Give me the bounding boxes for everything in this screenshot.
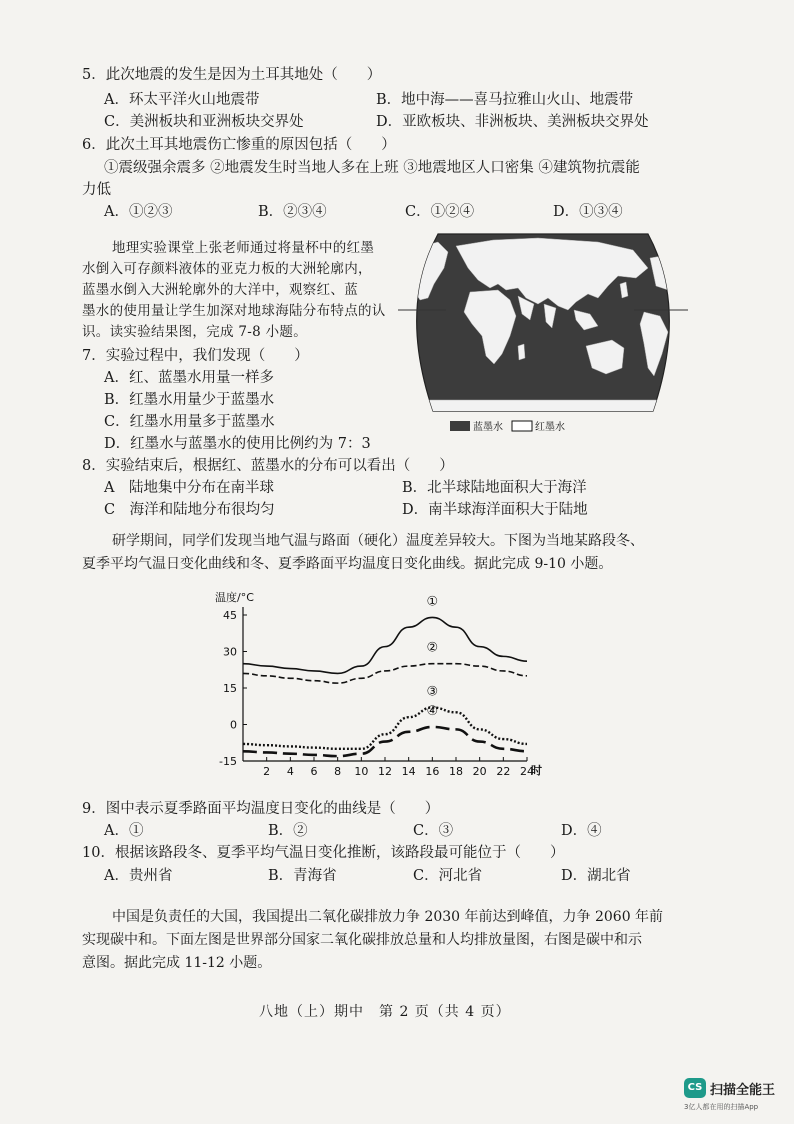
passage-9-10-line2: 夏季平均气温日变化曲线和冬、夏季路面平均温度日变化曲线。据此完成 9-10 小题。 [82, 556, 613, 572]
x-tick-label: 4 [286, 765, 294, 778]
q6-option-b: B．②③④ [258, 204, 327, 220]
q9-option-b: B．② [268, 823, 308, 839]
series-label-4: ④ [426, 703, 439, 719]
q6-option-a: A．①②③ [104, 204, 173, 220]
passage-11-12-line1: 中国是负责任的大国，我国提出二氧化碳排放力争 2030 年前达到峰值，力争 2060 年前 [112, 909, 664, 925]
camscanner-name: 扫描全能王 [710, 1083, 776, 1098]
land-madagascar [518, 344, 525, 360]
y-tick-label: 0 [230, 718, 237, 732]
q5-option-d: D．亚欧板块、非洲板块、美洲板块交界处 [376, 114, 649, 130]
q5-option-b: B．地中海——喜马拉雅山火山、地震带 [376, 92, 634, 108]
passage-11-12-line3: 意图。据此完成 11-12 小题。 [82, 955, 272, 971]
x-tick-label: 12 [378, 765, 392, 778]
q8-option-a: A 陆地集中分布在南半球 [104, 480, 274, 496]
series-label-1: ① [426, 594, 439, 610]
series-line-4 [243, 727, 527, 756]
q7-option-b: B．红墨水用量少于蓝墨水 [104, 392, 275, 408]
series-line-1 [243, 617, 527, 673]
q5-option-a: A．环太平洋火山地震带 [104, 92, 260, 108]
camscanner-logo-icon: CS [684, 1078, 706, 1098]
y-tick-label: -15 [219, 755, 237, 768]
passage-7-8-line3: 蓝墨水倒入大洲轮廓外的大洋中，观察红、蓝 [82, 282, 358, 298]
chart-ylabel: 温度/°C [215, 591, 254, 604]
x-tick-label: 6 [310, 765, 318, 778]
q8-stem: 8．实验结束后，根据红、蓝墨水的分布可以看出（ ） [82, 458, 454, 474]
q8-option-b: B．北半球陆地面积大于海洋 [402, 480, 587, 496]
q8-option-c: C 海洋和陆地分布很均匀 [104, 502, 275, 518]
series-line-2 [243, 664, 527, 683]
q10-option-b: B．青海省 [268, 868, 337, 884]
x-tick-label: 20 [472, 765, 487, 778]
passage-11-12-line2: 实现碳中和。下面左图是世界部分国家二氧化碳排放总量和人均排放量图，右图是碳中和示 [82, 932, 642, 948]
q5-stem: 5．此次地震的发生是因为土耳其地处（ ） [82, 67, 382, 83]
q7-option-c: C．红墨水用量多于蓝墨水 [104, 414, 275, 430]
q9-option-c: C．③ [413, 823, 454, 839]
q6-option-d: D．①③④ [553, 204, 623, 220]
q10-option-c: C．河北省 [413, 868, 483, 884]
passage-7-8-line1: 地理实验课堂上张老师通过将量杯中的红墨 [112, 240, 375, 256]
q9-option-d: D．④ [561, 823, 602, 839]
y-tick-label: 30 [223, 645, 237, 659]
series-label-2: ② [426, 640, 439, 656]
q7-option-d: D．红墨水与蓝墨水的使用比例约为 7：3 [104, 436, 371, 452]
x-tick-label: 2 [263, 765, 271, 778]
camscanner-tagline: 3亿人都在用的扫描App [684, 1103, 759, 1111]
q6-stem: 6．此次土耳其地震伤亡惨重的原因包括（ ） [82, 137, 396, 153]
passage-7-8-line2: 水倒入可存颜料液体的亚克力板的大洲轮廓内， [82, 261, 372, 277]
passage-7-8-line5: 识。读实验结果图，完成 7-8 小题。 [82, 324, 308, 340]
x-tick-label: 22 [496, 765, 511, 778]
passage-7-8-line4: 墨水的使用量让学生加深对地球海陆分布特点的认 [82, 303, 386, 319]
x-tick-label: 16 [425, 765, 440, 778]
x-tick-label: 14 [401, 765, 416, 778]
q6-line2: 力低 [82, 182, 111, 198]
page-footer: 八地（上）期中 第 2 页（共 4 页） [259, 1004, 511, 1020]
y-tick-label: 45 [223, 609, 237, 622]
legend-blue-swatch [450, 421, 470, 431]
q10-option-a: A．贵州省 [104, 868, 173, 884]
q10-stem: 10．根据该路段冬、夏季平均气温日变化推断，该路段最可能位于（ ） [82, 845, 565, 861]
legend-blue-label: 蓝墨水 [473, 422, 503, 433]
q7-option-a: A．红、蓝墨水用量一样多 [104, 370, 274, 386]
chart-xunit: 时 [531, 764, 542, 777]
temperature-chart-svg [205, 587, 550, 782]
x-tick-label: 18 [449, 765, 463, 778]
legend-red-swatch [512, 421, 532, 431]
q9-stem: 9．图中表示夏季路面平均温度日变化的曲线是（ ） [82, 801, 440, 817]
q9-option-a: A．① [104, 823, 144, 839]
world-map-figure [398, 228, 688, 440]
passage-9-10-line1: 研学期间，同学们发现当地气温与路面（硬化）温度差异较大。下图为当地某路段冬、 [112, 533, 644, 549]
world-map-svg [398, 228, 688, 440]
x-tick-label: 24 [520, 765, 534, 778]
q7-stem: 7．实验过程中，我们发现（ ） [82, 348, 309, 364]
x-tick-label: 10 [354, 765, 369, 778]
legend-red-label: 红墨水 [535, 422, 565, 433]
temperature-chart [205, 587, 550, 782]
q8-option-d: D．南半球海洋面积大于陆地 [402, 502, 588, 518]
series-label-3: ③ [426, 684, 439, 700]
q5-option-c: C．美洲板块和亚洲板块交界处 [104, 114, 304, 130]
q6-line1: ①震级强余震多 ②地震发生时当地人多在上班 ③地震地区人口密集 ④建筑物抗震能 [104, 160, 640, 176]
q10-option-d: D．湖北省 [561, 868, 631, 884]
land-antarctica [428, 400, 658, 418]
y-tick-label: 15 [223, 682, 237, 695]
q6-option-c: C．①②④ [405, 204, 475, 220]
x-tick-label: 8 [334, 765, 342, 778]
